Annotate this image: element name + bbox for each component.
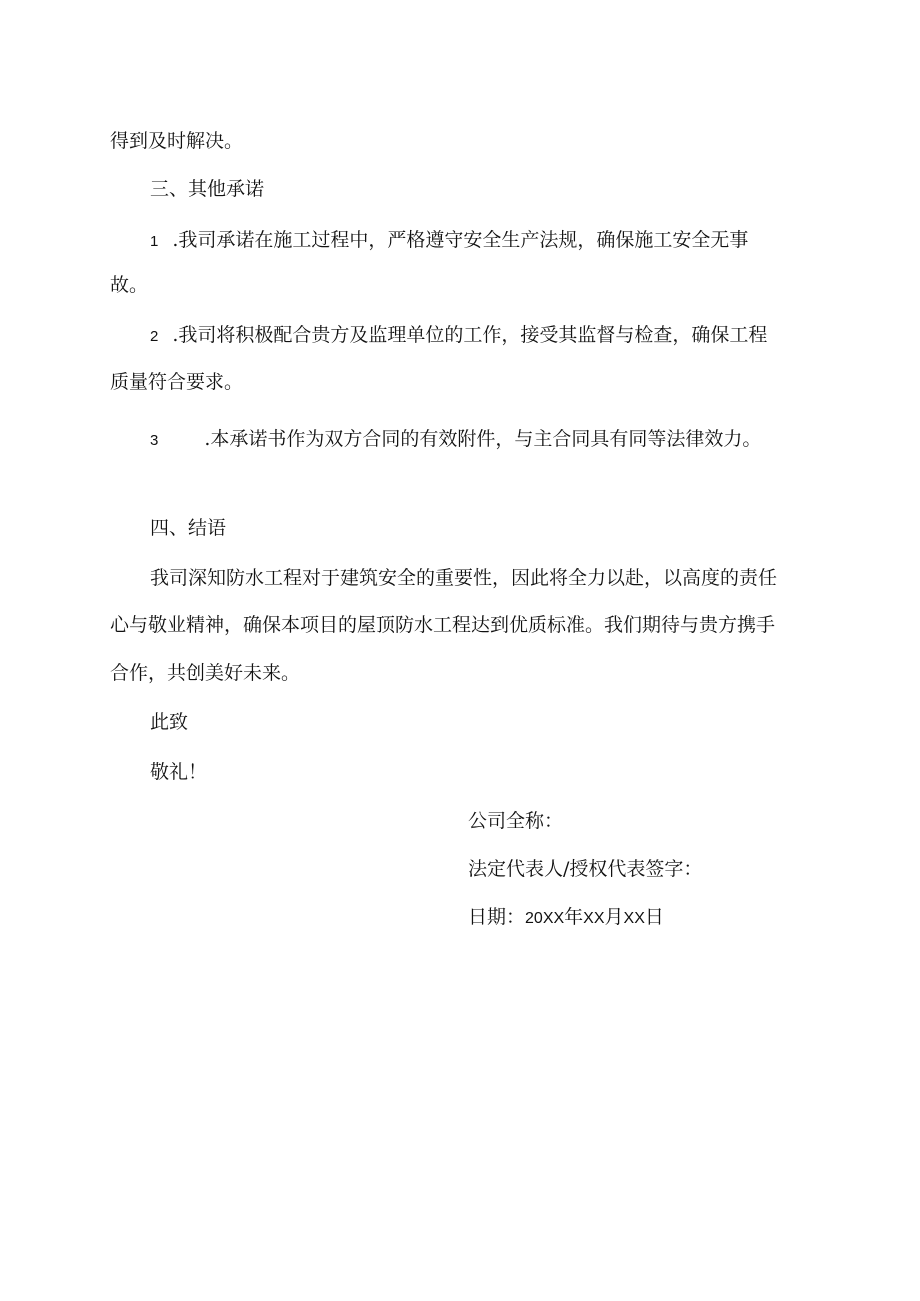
signature-company-name: 公司全称： [468,810,564,832]
closing-salutation: 此致 [150,711,189,733]
item-number: 2 [150,328,159,345]
conclusion-paragraph-line-1: 我司深知防水工程对于建筑安全的重要性，因此将全力以赴，以高度的责任 [150,567,778,589]
conclusion-paragraph-line-3: 合作，共创美好未来。 [110,662,301,684]
date-year-unit: 年 [564,906,584,928]
commitment-item-2-continued: 质量符合要求。 [110,371,244,393]
item-text: .我司将积极配合贵方及监理单位的工作，接受其监督与检查，确保工程 [172,324,768,346]
section-heading-other-commitments: 三、其他承诺 [150,178,265,200]
signature-representative: 法定代表人/授权代表签字： [468,858,703,880]
commitment-item-2 [150,323,767,349]
item-text: .本承诺书作为双方合同的有效附件，与主合同具有同等法律效力。 [204,428,762,450]
conclusion-paragraph-line-2: 心与敬业精神，确保本项目的屋顶防水工程达到优质标准。我们期待与贵方携手 [110,614,776,636]
date-day-value: XX [623,910,645,927]
commitment-item-3 [150,427,761,453]
date-month-value: XX [583,910,605,927]
signature-date [468,905,664,931]
item-text: .我司承诺在施工过程中，严格遵守安全生产法规，确保施工安全无事 [172,229,749,251]
section-heading-conclusion: 四、结语 [150,517,227,539]
commitment-item-1 [150,228,748,254]
date-day-unit: 日 [644,906,664,928]
commitment-item-1-continued: 故。 [110,274,149,296]
item-number: 1 [150,233,159,250]
date-year-value: 20XX [525,910,565,927]
item-number: 3 [150,432,159,449]
paragraph-tail: 得到及时解决。 [110,130,244,152]
closing-regards: 敬礼！ [150,761,208,783]
date-month-unit: 月 [604,906,624,928]
date-label: 日期： [468,906,526,928]
